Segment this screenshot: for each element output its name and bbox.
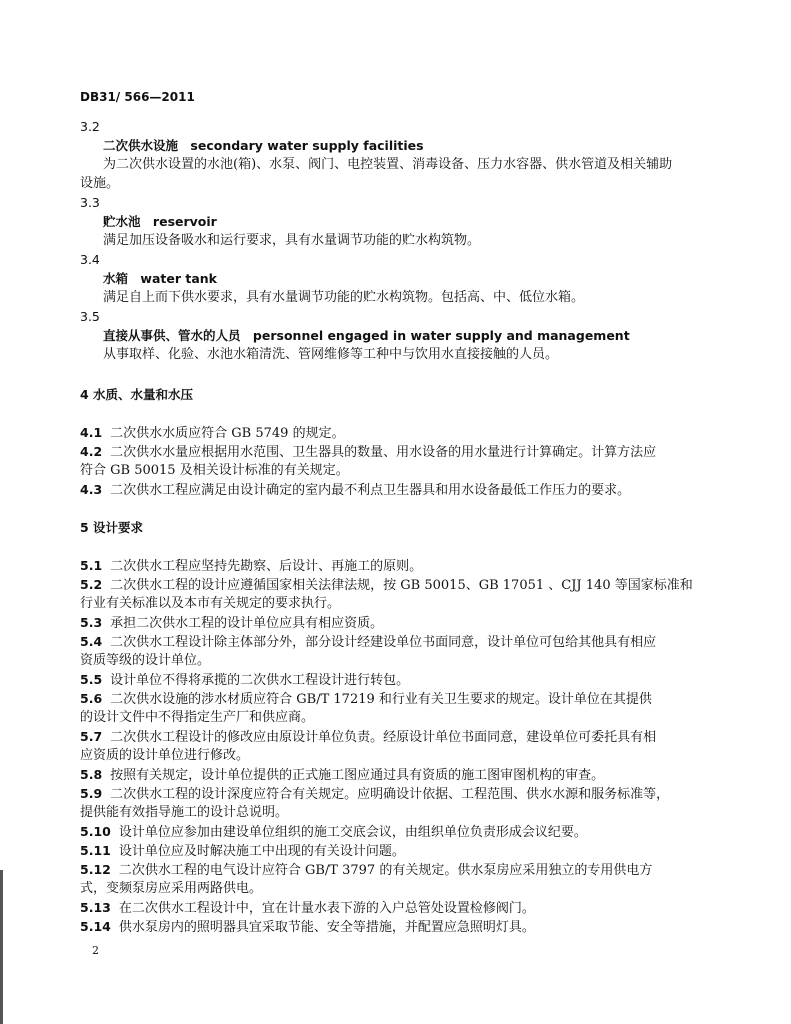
section-4-title: 4 水质、水量和水压	[80, 387, 194, 402]
clause-number: 5.8	[80, 767, 103, 782]
section-5-title: 5 设计要求	[80, 520, 144, 535]
clause-text: 在二次供水工程设计中，宜在计量水表下游的入户总管处设置检修阀门。	[118, 901, 535, 916]
clause-number: 5.2	[80, 577, 103, 592]
clause-number: 5.4	[80, 634, 103, 649]
definition-term	[103, 137, 424, 156]
term-en: water tank	[140, 271, 217, 286]
definition-number: 3.2	[80, 119, 100, 134]
clause-text: 按照有关规定，设计单位提供的正式施工图应通过具有资质的施工图审图机构的审查。	[110, 768, 605, 783]
definition-text: 为二次供水设置的水池(箱)、水泵、阀门、电控装置、消毒设备、压力水容器、供水管道及相关辅助	[103, 157, 673, 172]
definition-number: 3.5	[80, 309, 100, 324]
clause	[80, 899, 535, 918]
clause-text: 设计单位应及时解决施工中出现的有关设计问题。	[118, 844, 405, 859]
clause-text: 二次供水水质应符合 GB 5749 的规定。	[110, 426, 345, 441]
clause-text-cont: 的设计文件中不得指定生产厂和供应商。	[80, 710, 315, 725]
clause-text: 供水泵房内的照明器具宜采取节能、安全等措施，并配置应急照明灯具。	[118, 920, 535, 935]
clause-text: 二次供水工程的设计深度应符合有关规定。应明确设计依据、工程范围、供水水源和服务标准等，	[110, 787, 670, 802]
clause-text: 二次供水工程应坚持先勘察、后设计、再施工的原则。	[110, 559, 423, 574]
clause-text-cont: 式，变频泵房应采用两路供电。	[80, 881, 263, 896]
term-cn: 水箱	[103, 271, 129, 286]
clause-text: 二次供水工程应满足由设计确定的室内最不利点卫生器具和用水设备最低工作压力的要求。	[110, 483, 631, 498]
clause	[80, 823, 587, 842]
clause-text-cont: 资质等级的设计单位。	[80, 653, 211, 668]
clause	[80, 842, 405, 861]
clause-text: 承担二次供水工程的设计单位应具有相应资质。	[110, 616, 384, 631]
clause-number: 5.11	[80, 843, 111, 858]
clause-text: 二次供水工程设计的修改应由原设计单位负责。经原设计单位书面同意，建设单位可委托具有相	[110, 730, 657, 745]
clause-number: 5.10	[80, 824, 111, 839]
clause-number: 5.14	[80, 919, 111, 934]
clause	[80, 614, 383, 633]
clause-text: 二次供水设施的涉水材质应符合 GB/T 17219 和行业有关卫生要求的规定。设计单位在其提供	[110, 692, 652, 707]
doc-code-header: DB31/ 566—2011	[80, 90, 195, 104]
clause	[80, 671, 409, 690]
clause-number: 5.1	[80, 558, 103, 573]
scan-edge-mark	[0, 870, 3, 1024]
clause-text: 二次供水工程的电气设计应符合 GB/T 3797 的有关规定。供水泵房应采用独立的专用供电方	[118, 863, 653, 878]
term-cn: 二次供水设施	[103, 138, 179, 153]
definition-term	[103, 270, 217, 289]
clause	[80, 690, 652, 709]
clause	[80, 557, 422, 576]
clause-number: 5.12	[80, 862, 111, 877]
clause-text: 设计单位应参加由建设单位组织的施工交底会议，由组织单位负责形成会议纪要。	[118, 825, 587, 840]
term-en: reservoir	[152, 214, 217, 229]
clause-number: 5.13	[80, 900, 111, 915]
term-en: secondary water supply facilities	[190, 138, 424, 153]
clause-text-cont: 应资质的设计单位进行修改。	[80, 748, 250, 763]
clause-text-cont: 行业有关标准以及本市有关规定的要求执行。	[80, 596, 341, 611]
definition-term	[103, 213, 217, 232]
clause-number: 5.7	[80, 729, 103, 744]
term-en: personnel engaged in water supply and management	[252, 328, 630, 343]
clause	[80, 633, 656, 652]
clause	[80, 424, 345, 443]
clause-text-cont: 符合 GB 50015 及相关设计标准的有关规定。	[80, 463, 349, 478]
clause-number: 4.1	[80, 425, 103, 440]
clause-number: 5.5	[80, 672, 103, 687]
clause-text: 二次供水水量应根据用水范围、卫生器具的数量、用水设备的用水量进行计算确定。计算方法应	[110, 445, 657, 460]
definition-text: 满足自上而下供水要求，具有水量调节功能的贮水构筑物。包括高、中、低位水箱。	[103, 290, 585, 305]
page-number: 2	[92, 944, 99, 957]
definition-term	[103, 327, 630, 346]
clause-text: 设计单位不得将承揽的二次供水工程设计进行转包。	[110, 673, 410, 688]
definition-text: 从事取样、化验、水池水箱清洗、管网维修等工种中与饮用水直接接触的人员。	[103, 347, 559, 362]
clause-number: 4.3	[80, 482, 103, 497]
clause	[80, 918, 535, 937]
clause	[80, 576, 693, 595]
clause	[80, 728, 656, 747]
clause-number: 5.9	[80, 786, 103, 801]
clause	[80, 481, 630, 500]
definition-number: 3.3	[80, 195, 100, 210]
definition-text-cont: 设施。	[80, 176, 120, 191]
clause-text: 二次供水工程的设计应遵循国家相关法律法规，按 GB 50015、GB 17051 、CJJ 140 等国家标准和	[110, 578, 693, 593]
clause	[80, 443, 656, 462]
clause	[80, 766, 604, 785]
clause	[80, 785, 669, 804]
clause-text-cont: 提供能有效指导施工的设计总说明。	[80, 805, 289, 820]
clause	[80, 861, 652, 880]
clause-number: 5.3	[80, 615, 103, 630]
clause-number: 4.2	[80, 444, 103, 459]
definition-text: 满足加压设备吸水和运行要求，具有水量调节功能的贮水构筑物。	[103, 233, 481, 248]
definition-number: 3.4	[80, 252, 100, 267]
clause-text: 二次供水工程设计除主体部分外，部分设计经建设单位书面同意，设计单位可包给其他具有相应	[110, 635, 657, 650]
term-cn: 直接从事供、管水的人员	[103, 328, 241, 343]
term-cn: 贮水池	[103, 214, 141, 229]
clause-number: 5.6	[80, 691, 103, 706]
